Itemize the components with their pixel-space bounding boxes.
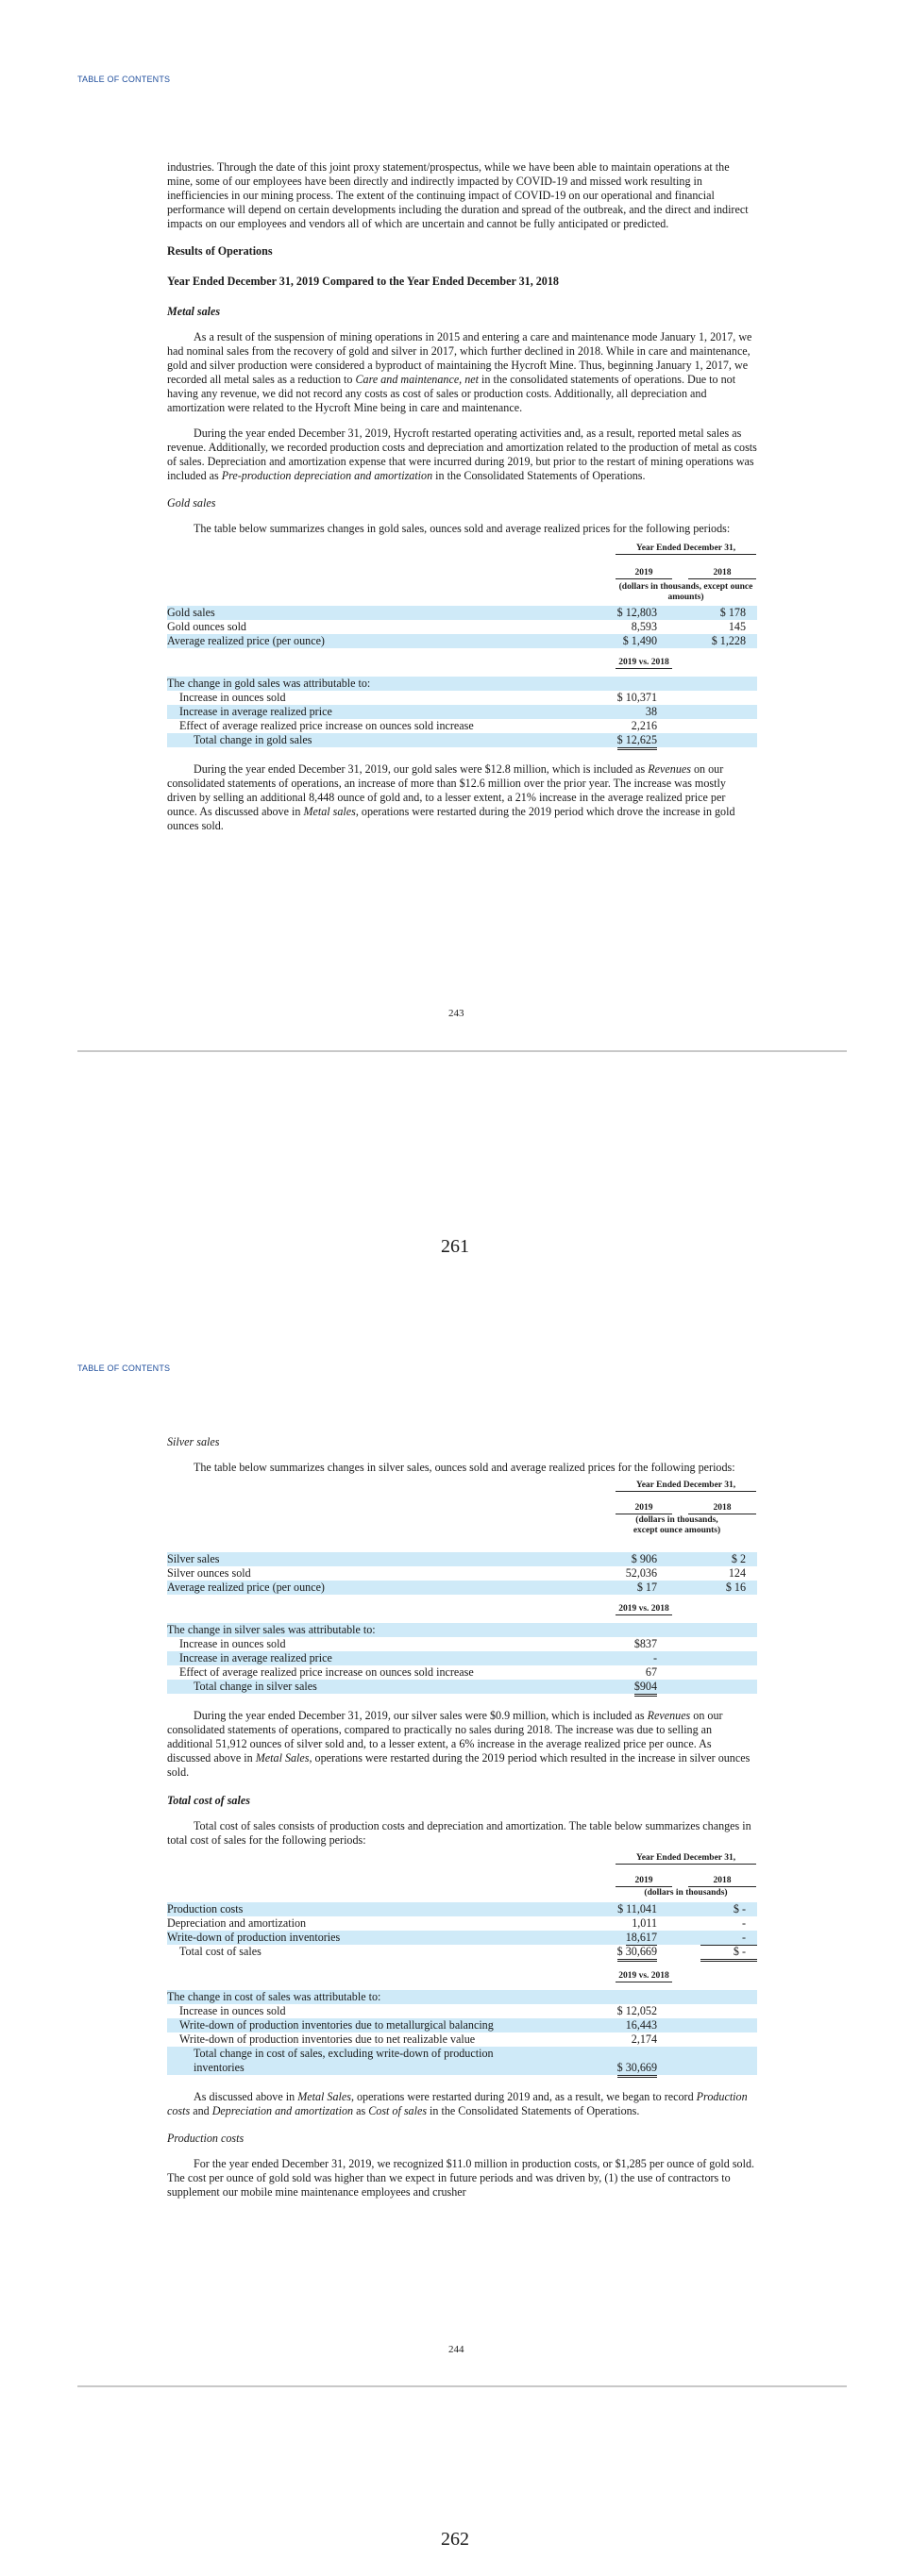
- document-page-number: 261: [441, 1236, 469, 1257]
- table-row: Write-down of production inventories due to metallurgical balancing 16,443: [167, 2018, 757, 2032]
- cost-change-header: 2019 vs. 2018: [616, 1971, 672, 1982]
- table-row: Write-down of production inventories due to net realizable value 2,174: [179, 2032, 657, 2046]
- silver-sales-paragraph: During the year ended December 31, 2019, our silver sales were $0.9 million, which is included as Revenues on our consolidated statements of operations, compared to practically no sales during 2018. The increase was due to selling an additional 51,912 ounces of silver sold and, to a lesser extent, a 6% increase in the average realized price per ounce. As discussed above in Metal Sales, operations were restarted during the 2019 period which resulted in the increase in silver ounces sold.: [167, 1709, 751, 1779]
- gold-units-header: (dollars in thousands, except ounce amounts): [618, 582, 753, 602]
- table-row: The change in cost of sales was attributable to:: [167, 1990, 757, 2004]
- page-243-content: [167, 160, 757, 833]
- table-row: Effect of average realized price increase on ounces sold increase 2,216: [179, 719, 657, 732]
- cost-table-header: [167, 1851, 757, 1902]
- silver-col-2019: 2019: [616, 1503, 672, 1514]
- gold-col-2018: 2018: [688, 568, 756, 579]
- total-cost-intro: Total cost of sales consists of production costs and depreciation and amortization. The table below summarizes changes in total cost of sales for the following periods:: [167, 1819, 751, 1847]
- silver-sales-intro: The table below summarizes changes in silver sales, ounces sold and average realized prices for the following periods:: [194, 1461, 735, 1474]
- cost-of-sales-paragraph: As discussed above in Metal Sales, operations were restarted during 2019 and, as a result, we began to record Production costs and Depreciation and amortization as Cost of sales in the Consolidated Statements of Operations.: [167, 2090, 748, 2117]
- cost-change-header-wrap: [167, 1959, 757, 1990]
- document-page-number: 262: [441, 2529, 469, 2550]
- cost-table: [167, 1902, 757, 1959]
- gold-sales-heading: Gold sales: [167, 496, 216, 510]
- metal-sales-heading: Metal sales: [167, 305, 221, 318]
- table-row: Average realized price (per ounce) $ 17 $ 16: [167, 1581, 757, 1595]
- metal-sales-paragraph-2: During the year ended December 31, 2019, Hycroft restarted operating activities and, as a result, reported metal sales as revenue. Additionally, we recorded production costs and depreciation and amortization related to the production of metal as costs of sales. Depreciation and amortization expense that were incurred during 2019, but prior to the restart of mining operations was included as Pre-production depreciation and amortization in the Consolidated Statements of Operations.: [167, 427, 757, 482]
- table-row: The change in gold sales was attributable to:: [167, 677, 757, 691]
- gold-table-header: [167, 542, 757, 606]
- table-row: Effect of average realized price increase on ounces sold increase 67: [179, 1665, 657, 1679]
- production-costs-paragraph: For the year ended December 31, 2019, we recognized $11.0 million in production costs, or $1,285 per ounce of gold sold. The cost per ounce of gold sold was higher than we expect in future periods and was driven by, (1) the use of contractors to supplement our mobile mine maintenance employees and crusher: [167, 2157, 755, 2199]
- table-row: Depreciation and amortization 1,011 -: [167, 1916, 746, 1930]
- table-row: The change in silver sales was attributable to:: [167, 1623, 757, 1637]
- table-row: Production costs $ 11,041 $ -: [167, 1902, 757, 1916]
- table-row: Increase in average realized price -: [167, 1651, 757, 1665]
- silver-change-header-wrap: [167, 1595, 757, 1623]
- page-divider: [77, 1050, 847, 1052]
- silver-table-header: [167, 1479, 757, 1552]
- table-row: Increase in ounces sold $ 10,371: [179, 691, 657, 704]
- silver-period-header: Year Ended December 31,: [616, 1480, 756, 1492]
- table-row: Total change in cost of sales, excluding write-down of production inventories $ 30,669: [167, 2047, 757, 2075]
- cost-units-header: (dollars in thousands): [644, 1888, 728, 1898]
- page-number: 243: [448, 1008, 464, 1019]
- cost-col-2019: 2019: [616, 1876, 672, 1887]
- gold-period-header: Year Ended December 31,: [616, 544, 756, 555]
- table-row: Silver ounces sold 52,036 124: [167, 1566, 746, 1580]
- silver-units-header: (dollars in thousands, except ounce amounts): [633, 1515, 721, 1535]
- production-costs-heading: Production costs: [167, 2132, 245, 2145]
- results-heading: Results of Operations: [167, 244, 273, 258]
- table-row: Write-down of production inventories 18,617 -: [167, 1931, 757, 1945]
- silver-change-header: 2019 vs. 2018: [616, 1604, 672, 1615]
- table-row: Total change in silver sales $904: [167, 1680, 757, 1694]
- table-row: Increase in ounces sold $ 12,052: [179, 2004, 657, 2017]
- silver-change-table: [167, 1623, 757, 1694]
- gold-change-header: 2019 vs. 2018: [616, 658, 672, 669]
- table-row: Total cost of sales $ 30,669 $ -: [167, 1945, 757, 1959]
- gold-change-table: [167, 677, 757, 747]
- gold-sales-intro: The table below summarizes changes in gold sales, ounces sold and average realized prices for the following periods:: [194, 522, 731, 535]
- table-of-contents-link[interactable]: TABLE OF CONTENTS: [77, 75, 171, 84]
- total-cost-heading: Total cost of sales: [167, 1794, 250, 1807]
- silver-col-2018: 2018: [688, 1503, 756, 1514]
- metal-sales-paragraph-1: As a result of the suspension of mining operations in 2015 and entering a care and maintenance mode January 1, 2017, we had nominal sales from the recovery of gold and silver in 2017, which further declined in 2018. While in care and maintenance, gold and silver production were considered a byproduct of maintaining the Hycroft Mine. Thus, beginning January 1, 2017, we recorded all metal sales as a reduction to Care and maintenance, net in the consolidated statements of operations. Due to not having any revenue, we did not record any costs as cost of sales or production costs. Additionally, all depreciation and amortization were related to the Hycroft Mine being in care and maintenance.: [167, 330, 752, 414]
- table-row: Increase in average realized price 38: [167, 705, 757, 719]
- year-comparison-heading: Year Ended December 31, 2019 Compared to the Year Ended December 31, 2018: [167, 275, 559, 288]
- page-244-content: [167, 1435, 757, 2200]
- cost-period-header: Year Ended December 31,: [616, 1853, 756, 1865]
- cost-col-2018: 2018: [688, 1876, 756, 1887]
- table-row: Silver sales $ 906 $ 2: [167, 1552, 757, 1566]
- page-number: 244: [448, 2344, 464, 2355]
- table-row: Average realized price (per ounce) $ 1,490 $ 1,228: [167, 634, 757, 648]
- table-row: Gold sales $ 12,803 $ 178: [167, 606, 757, 620]
- gold-change-header-wrap: [167, 648, 757, 677]
- page-divider: [77, 2385, 847, 2387]
- table-row: Increase in ounces sold $837: [179, 1637, 657, 1650]
- gold-table: [167, 606, 757, 648]
- gold-col-2019: 2019: [616, 568, 672, 579]
- table-of-contents-link[interactable]: TABLE OF CONTENTS: [77, 1363, 171, 1373]
- cost-change-table: [167, 1990, 757, 2075]
- silver-sales-heading: Silver sales: [167, 1435, 220, 1448]
- gold-sales-paragraph: During the year ended December 31, 2019, our gold sales were $12.8 million, which is included as Revenues on our consolidated statements of operations, an increase of more than $12.6 million over the prior year. The increase was mostly driven by selling an additional 8,448 ounce of gold and, to a lesser extent, a 21% increase in the average realized price per ounce. As discussed above in Metal sales, operations were restarted during the 2019 period which drove the increase in gold ounces sold.: [167, 762, 735, 832]
- table-row: Gold ounces sold 8,593 145: [167, 620, 746, 633]
- intro-paragraph: industries. Through the date of this joint proxy statement/prospectus, while we have been able to maintain operations at the mine, some of our employees have been directly and indirectly impacted by COVID-19 and missed work resulting in inefficiencies in our mining process. The extent of the continuing impact of COVID-19 on our operational and financial performance will depend on certain developments including the duration and spread of the outbreak, and the direct and indirect impacts on our employees and vendors all of which are uncertain and cannot be fully anticipated or predicted.: [167, 160, 749, 230]
- table-row: Total change in gold sales $ 12,625: [167, 733, 757, 747]
- silver-table: [167, 1552, 757, 1595]
